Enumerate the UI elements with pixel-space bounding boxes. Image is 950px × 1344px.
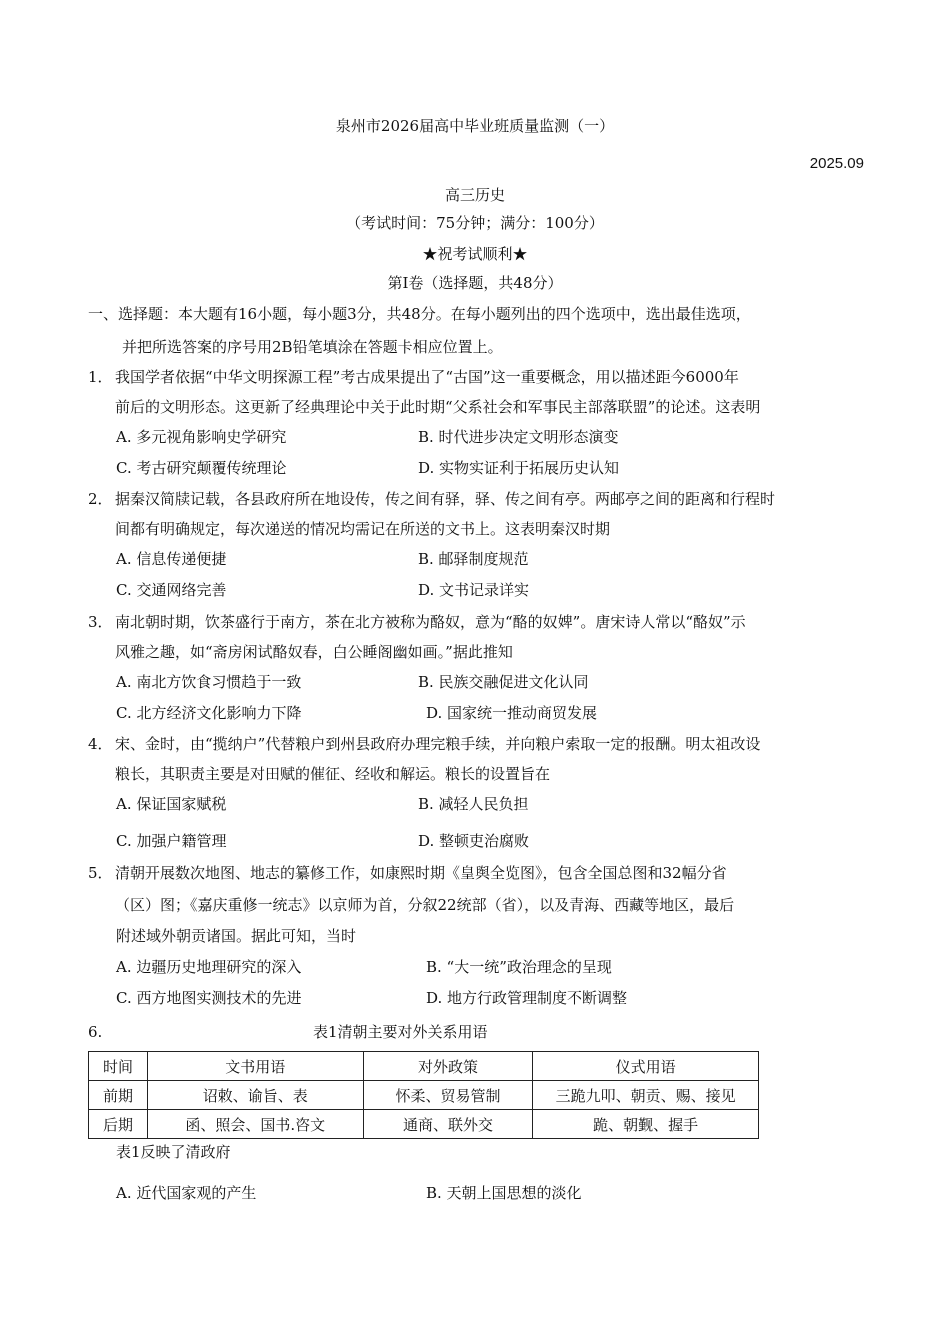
- question-6-option-b: B. 天朝上国思想的淡化: [426, 1184, 582, 1202]
- question-2-option-a: A. 信息传递便捷: [116, 550, 227, 568]
- question-5-option-a: A. 边疆历史地理研究的深入: [116, 958, 302, 976]
- question-3-option-d: D. 国家统一推动商贸发展: [426, 704, 598, 722]
- question-4-option-c: C. 加强户籍管理: [116, 832, 227, 850]
- question-1-line-2: 前后的文明形态。这更新了经典理论中关于此时期“父系社会和军事民主部落联盟”的论述。这表明: [115, 398, 761, 416]
- question-3-option-a: A. 南北方饮食习惯趋于一致: [116, 673, 302, 691]
- question-3-option-c: C. 北方经济文化影响力下降: [116, 704, 302, 722]
- question-1-option-a: A. 多元视角影响史学研究: [116, 428, 287, 446]
- table-cell: 怀柔、贸易管制: [363, 1081, 533, 1110]
- subject-title: 高三历史: [444, 186, 505, 204]
- volume-heading: 第I卷（选择题，共48分）: [387, 274, 563, 292]
- table-row: [89, 1110, 759, 1139]
- table-cell: 诏敕、谕旨、表: [147, 1081, 363, 1110]
- question-1-option-d: D. 实物实证利于拓展历史认知: [418, 459, 620, 477]
- question-1-number: 1．: [88, 368, 113, 386]
- table-row: [89, 1081, 759, 1110]
- blessing-text: ★祝考试顺利★: [422, 245, 528, 263]
- table-cell: 前期: [89, 1081, 148, 1110]
- question-4-option-d: D. 整顿吏治腐败: [418, 832, 530, 850]
- question-3-line-1: 南北朝时期，饮茶盛行于南方，茶在北方被称为酪奴，意为“酪的奴婢”。唐宋诗人常以“酪奴”示: [115, 613, 746, 631]
- exam-info: （考试时间：75分钟；满分：100分）: [346, 214, 604, 232]
- question-2-number: 2．: [88, 490, 113, 508]
- table-1-caption: 表1清朝主要对外关系用语: [313, 1023, 488, 1041]
- question-1-line-1: 我国学者依据“中华文明探源工程”考古成果提出了“古国”这一重要概念，用以描述距今6000年: [115, 368, 739, 386]
- table-header-cell: 时间: [89, 1052, 148, 1081]
- question-1-option-b: B. 时代进步决定文明形态演变: [418, 428, 619, 446]
- question-4-option-a: A. 保证国家赋税: [116, 795, 227, 813]
- exam-date: 2025.09: [809, 155, 864, 172]
- question-5-line-2: （区）图；《嘉庆重修一统志》以京师为首，分叙22统部（省），以及青海、西藏等地区，最后: [115, 896, 735, 914]
- question-5-line-3: 附述域外朝贡诸国。据此可知，当时: [116, 927, 357, 945]
- question-6-stem: 表1反映了清政府: [116, 1143, 231, 1161]
- question-6-number: 6.: [88, 1023, 103, 1041]
- question-2-line-1: 据秦汉简牍记载，各县政府所在地设传，传之间有驿，驿、传之间有亭。两邮亭之间的距离和行程时: [115, 490, 776, 508]
- question-3-option-b: B. 民族交融促进文化认同: [418, 673, 589, 691]
- table-header-cell: 文书用语: [147, 1052, 363, 1081]
- question-1-option-c: C. 考古研究颠覆传统理论: [116, 459, 287, 477]
- question-5-option-d: D. 地方行政管理制度不断调整: [426, 989, 628, 1007]
- question-2-option-d: D. 文书记录详实: [418, 581, 530, 599]
- foreign-relations-table: [88, 1051, 759, 1139]
- question-4-line-1: 宋、金时，由“揽纳户”代替粮户到州县政府办理完粮手续，并向粮户索取一定的报酬。明太祖改设: [115, 735, 761, 753]
- question-5-number: 5．: [88, 864, 113, 882]
- table-header-cell: 对外政策: [363, 1052, 533, 1081]
- question-2-option-b: B. 邮驿制度规范: [418, 550, 529, 568]
- question-4-option-b: B. 减轻人民负担: [418, 795, 529, 813]
- question-4-line-2: 粮长，其职责主要是对田赋的催征、经收和解运。粮长的设置旨在: [115, 765, 551, 783]
- question-2-line-2: 间都有明确规定，每次递送的情况均需记在所送的文书上。这表明秦汉时期: [115, 520, 611, 538]
- question-5-option-c: C. 西方地图实测技术的先进: [116, 989, 302, 1007]
- table-header-cell: 仪式用语: [533, 1052, 759, 1081]
- table-cell: 跪、朝觐、握手: [533, 1110, 759, 1139]
- question-3-line-2: 风雅之趣，如“斋房闲试酪奴春，白公睡阁幽如画。”据此推知: [115, 643, 513, 661]
- question-2-option-c: C. 交通网络完善: [116, 581, 227, 599]
- table-header-row: [89, 1052, 759, 1081]
- instructions-line-2: 并把所选答案的序号用2B铅笔填涂在答题卡相应位置上。: [122, 338, 503, 356]
- question-6-option-a: A. 近代国家观的产生: [116, 1184, 257, 1202]
- table-cell: 三跪九叩、朝贡、赐、接见: [533, 1081, 759, 1110]
- question-5-line-1: 清朝开展数次地图、地志的纂修工作，如康熙时期《皇舆全览图》，包含全国总图和32幅分省: [115, 864, 727, 882]
- question-3-number: 3．: [88, 613, 113, 631]
- question-4-number: 4．: [88, 735, 113, 753]
- table-cell: 后期: [89, 1110, 148, 1139]
- table-cell: 通商、联外交: [363, 1110, 533, 1139]
- exam-title: 泉州市2026届高中毕业班质量监测（一）: [335, 117, 615, 135]
- instructions-line-1: 一、选择题：本大题有16小题，每小题3分，共48分。在每小题列出的四个选项中，选出最佳选项，: [88, 305, 751, 323]
- table-cell: 函、照会、国书.咨文: [147, 1110, 363, 1139]
- question-5-option-b: B. “大一统”政治理念的呈现: [426, 958, 612, 976]
